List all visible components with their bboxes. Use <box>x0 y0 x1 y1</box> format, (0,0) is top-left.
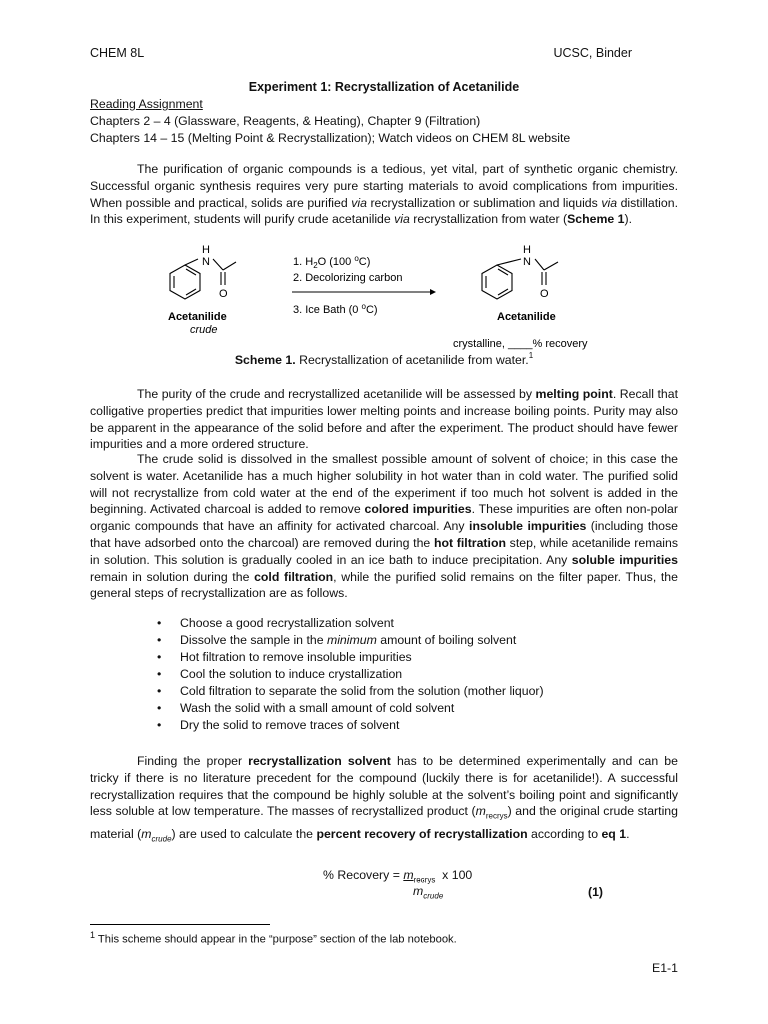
right-compound-name: Acetanilide <box>497 311 556 323</box>
page-title: Experiment 1: Recrystallization of Acetanilide <box>248 80 520 94</box>
list-item: • Hot filtration to remove insoluble impurities <box>155 649 544 666</box>
percent-recovery-equation: % Recovery = $m_{recrys}$ x 100 $m_{crude}$ <box>323 868 473 901</box>
list-item: • Dissolve the sample in the minimum amount of boiling solvent <box>155 632 544 649</box>
list-item: • Dry the solid to remove traces of solvent <box>155 717 544 734</box>
reaction-scheme <box>150 244 620 354</box>
procedure-paragraph: The crude solid is dissolved in the smallest possible amount of solvent of choice; in this case the solvent is water. Acetanilide has a much higher solubility in hot water than in cold water. The purified solid will not recrystallize from cold water at the end of the experiment if too much hot solvent is added in the beginning. Activated charcoal is added to remove colored impurities. These impurities are often non-polar organic compounds that have an affinity for activated charcoal. Any insoluble impurities (including those that have adsorbed onto the charcoal) are removed during the hot filtration step, while acetanilide remains in solution. This solution is gradually cooled in an ice bath to induce precipitation. Any soluble impurities remain in solution during the cold filtration, while the purified solid remains on the filter paper. Thus, the general steps of recrystallization are as follows. <box>90 452 679 601</box>
atom-h-right: H <box>523 244 531 256</box>
reading-assignment <box>90 96 570 146</box>
reading-line-2: Chapters 14 – 15 (Melting Point & Recrystallization); Watch videos on CHEM 8L website <box>90 130 571 145</box>
atom-h-left: H <box>202 244 210 256</box>
scheme-caption: Scheme 1. Recrystallization of acetanilide from water.$^1$ <box>234 351 534 367</box>
solvent-paragraph: Finding the proper recrystallization solvent has to be determined experimentally and can be tricky if there is no literature precedent for the compound (luckily there is for acetanilide!). A successful recrystallization requires that the compound be highly soluble at the solvent’s boiling point and significantly less soluble at low temperature. The masses of recrystallized product $(m_{recrys})$ and the original crude starting material $(m_{crude})$ are used to calculate the percent recovery of recrystallization according to eq 1. <box>90 754 678 844</box>
arrow-head <box>430 289 436 295</box>
header-course: CHEM 8L <box>90 46 145 60</box>
header-institution: UCSC, Binder <box>553 46 632 60</box>
list-item: • Cool the solution to induce crystallization <box>155 666 544 683</box>
reading-line-1: Chapters 2 – 4 (Glassware, Reagents, & Heating), Chapter 9 (Filtration) <box>90 113 481 128</box>
atom-o-right: O <box>540 288 549 300</box>
recrystallization-steps-list <box>155 615 544 734</box>
page-number: E1-1 <box>652 961 678 975</box>
left-compound-sub: crude <box>190 324 218 336</box>
reading-heading: Reading Assignment <box>90 97 203 111</box>
footnote: $^1$ This scheme should appear in the “purpose” section of the lab notebook. <box>90 930 457 946</box>
atom-o-left: O <box>219 288 228 300</box>
left-compound-name: Acetanilide <box>168 311 227 323</box>
list-item: • Cold filtration to separate the solid from the solution (mother liquor) <box>155 683 544 700</box>
condition-step-1: 1. $H_2O$ (100 $^o$C) <box>293 254 371 270</box>
list-item: • Wash the solid with a small amount of cold solvent <box>155 700 544 717</box>
atom-n-left: N <box>202 256 210 268</box>
right-compound-sub: crystalline, ____% recovery <box>453 338 588 350</box>
footnote-divider <box>90 924 270 925</box>
equation-number: (1) <box>588 885 604 899</box>
atom-n-right: N <box>523 256 531 268</box>
intro-paragraph: The purification of organic compounds is a tedious, yet vital, part of synthetic organic chemistry. Successful organic synthesis requires very pure starting materials to avoid complications from impurities. When possible and practical, solids are purified via recrystallization or sublimation and liquids via distillation. In this experiment, students will purify crude acetanilide via recrystallization from water (Scheme 1). <box>90 162 679 227</box>
melting-point-paragraph: The purity of the crude and recrystallized acetanilide will be assessed by melting point. Recall that colligative properties predict that impurities lower melting points and increase boiling points. Purity may also be apparent in the appearance of the solid before and after the experiment. The product should have fewer impurities and a more ordered structure. <box>90 387 679 452</box>
list-item: • Choose a good recrystallization solvent <box>155 615 544 632</box>
condition-step-3: 3. Ice Bath (0 $^o$C) <box>293 302 378 316</box>
condition-step-2: 2. Decolorizing carbon <box>293 272 403 284</box>
